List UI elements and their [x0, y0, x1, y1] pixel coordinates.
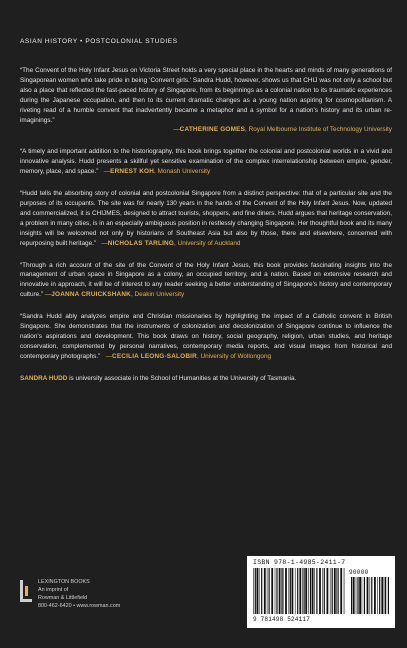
publisher-logo-icon [20, 580, 32, 602]
publisher-imprint-of: An imprint of [38, 587, 69, 593]
blurb-text: “Through a rich account of the site of the Convent of the Holy Infant Jesus, this book provides fascinating insights into the management of urban space in Singapore as a colony, an occupied territory, and a nation. Based on extensive research and innovative in approach, it will be of interest to any reader seeking a better understanding of Singapore’s history and contemporary culture.” [20, 261, 392, 299]
blurb-text: “Sandra Hudd ably analyzes empire and Christian missionaries by highlighting the impact of a Catholic convent in British Singapore. She demonstrates that the instruments of colonization and decolonization of Singapore continue to influence the nation’s aspirations and development. This book draws on history, social geography, religion, urban studies, and heritage conservation, complemented by personal narratives, contemporary media reports, and visual images from historical and contemporary photographs.” [20, 313, 392, 360]
blurb-attribution: —NICHOLAS TARLING, University of Auckland [101, 239, 241, 247]
publisher-parent: Rowman & Littlefield [38, 595, 88, 601]
blurb-attribution: —JOANNA CRUICKSHANK, Deakin University [44, 291, 185, 299]
blurb-attribution: —ERNEST KOH, Monash University [103, 168, 211, 176]
category-line: ASIAN HISTORY • POSTCOLONIAL STUDIES [20, 38, 178, 45]
author-bio [20, 374, 392, 384]
isbn-text: ISBN 978-1-4985-2411-7 [253, 559, 346, 566]
blurb-0 [20, 66, 392, 135]
attribution-name: CATHERINE GOMES [179, 126, 246, 134]
attribution-name: CECILIA LEONG-SALOBIR [112, 352, 197, 360]
author-name: SANDRA HUDD [20, 374, 68, 382]
publisher-contact: 800-462-6420 • www.rowman.com [38, 603, 121, 609]
blurb-list [20, 66, 392, 384]
attribution-name: NICHOLAS TARLING [107, 239, 175, 247]
author-bio-text: is university associate in the School of Humanities at the University of Tasmania. [67, 374, 297, 382]
attribution-institution: Deakin University [134, 291, 185, 299]
attribution-name: ERNEST KOH [110, 168, 155, 176]
blurb-text: “A timely and important addition to the historiography, this book brings together the colonial and postcolonial worlds in a vivid and innovative analysis. Hudd presents a skillful yet sensitive examination of the complex interrelationship between empire, gender, memory, place, and space.” [20, 148, 392, 176]
attribution-institution: University of Wollongong [200, 352, 272, 360]
blurb-2 [20, 189, 392, 248]
barcode-main-bars [253, 568, 345, 614]
barcode-digits: 9 781498 524117 [253, 616, 311, 623]
barcode-addon-bars [351, 577, 389, 614]
blurb-text: “Hudd tells the absorbing story of colonial and postcolonial Singapore from a distinct perspective: that of a particular site and the purposes of its occupants. The site was for nearly 130 years in the hands of the Convent of the Holy Infant Jesus. Now, updated and commercialized, it is CHIJMES, designed to attract tourists, shoppers, and fine diners. Hudd argues that heritage conservation, a problem in many cities, is in an especially ambiguous position in restlessly changing Singapore. Her thoughtful book and its many insights will be welcomed not only by historians of Southeast Asia but also by those, there and elsewhere, concerned with repurposing built heritage.” [20, 190, 392, 247]
attribution-name: JOANNA CRUICKSHANK [51, 291, 131, 299]
publisher-block [20, 578, 160, 626]
blurb-1 [20, 147, 392, 177]
price-code: 90000 [349, 569, 369, 576]
blurb-3 [20, 261, 392, 301]
publisher-text [38, 578, 120, 610]
blurb-attribution: —CATHERINE GOMES, Royal Melbourne Institute of Technology University [173, 126, 392, 134]
attribution-institution: Royal Melbourne Institute of Technology University [248, 126, 392, 134]
blurb-4 [20, 312, 392, 362]
blurb-attribution: —CECILIA LEONG-SALOBIR, University of Wollongong [105, 352, 272, 360]
blurb-text: “The Convent of the Holy Infant Jesus on Victoria Street holds a very special place in the hearts and minds of many generations of Singaporean women who take pride in being ‘Convent girls.’ Sandra Hudd, however, shows us that CHIJ was not only a school but also a place that reflected the fast-paced history of Singapore, from its beginnings as a colonial nation to its traumatic experiences during the Japanese occupation, and then to its current dramatic changes as a young nation aspiring for cosmopolitanism. A riveting read of a humble convent that inadvertently became a metaphor and a symbol for a nation’s history and its urban re-imaginings.” [20, 67, 392, 124]
attribution-institution: University of Auckland [177, 239, 241, 247]
attribution-institution: Monash University [157, 168, 211, 176]
publisher-imprint: LEXINGTON BOOKS [38, 579, 90, 585]
barcode [247, 556, 395, 628]
